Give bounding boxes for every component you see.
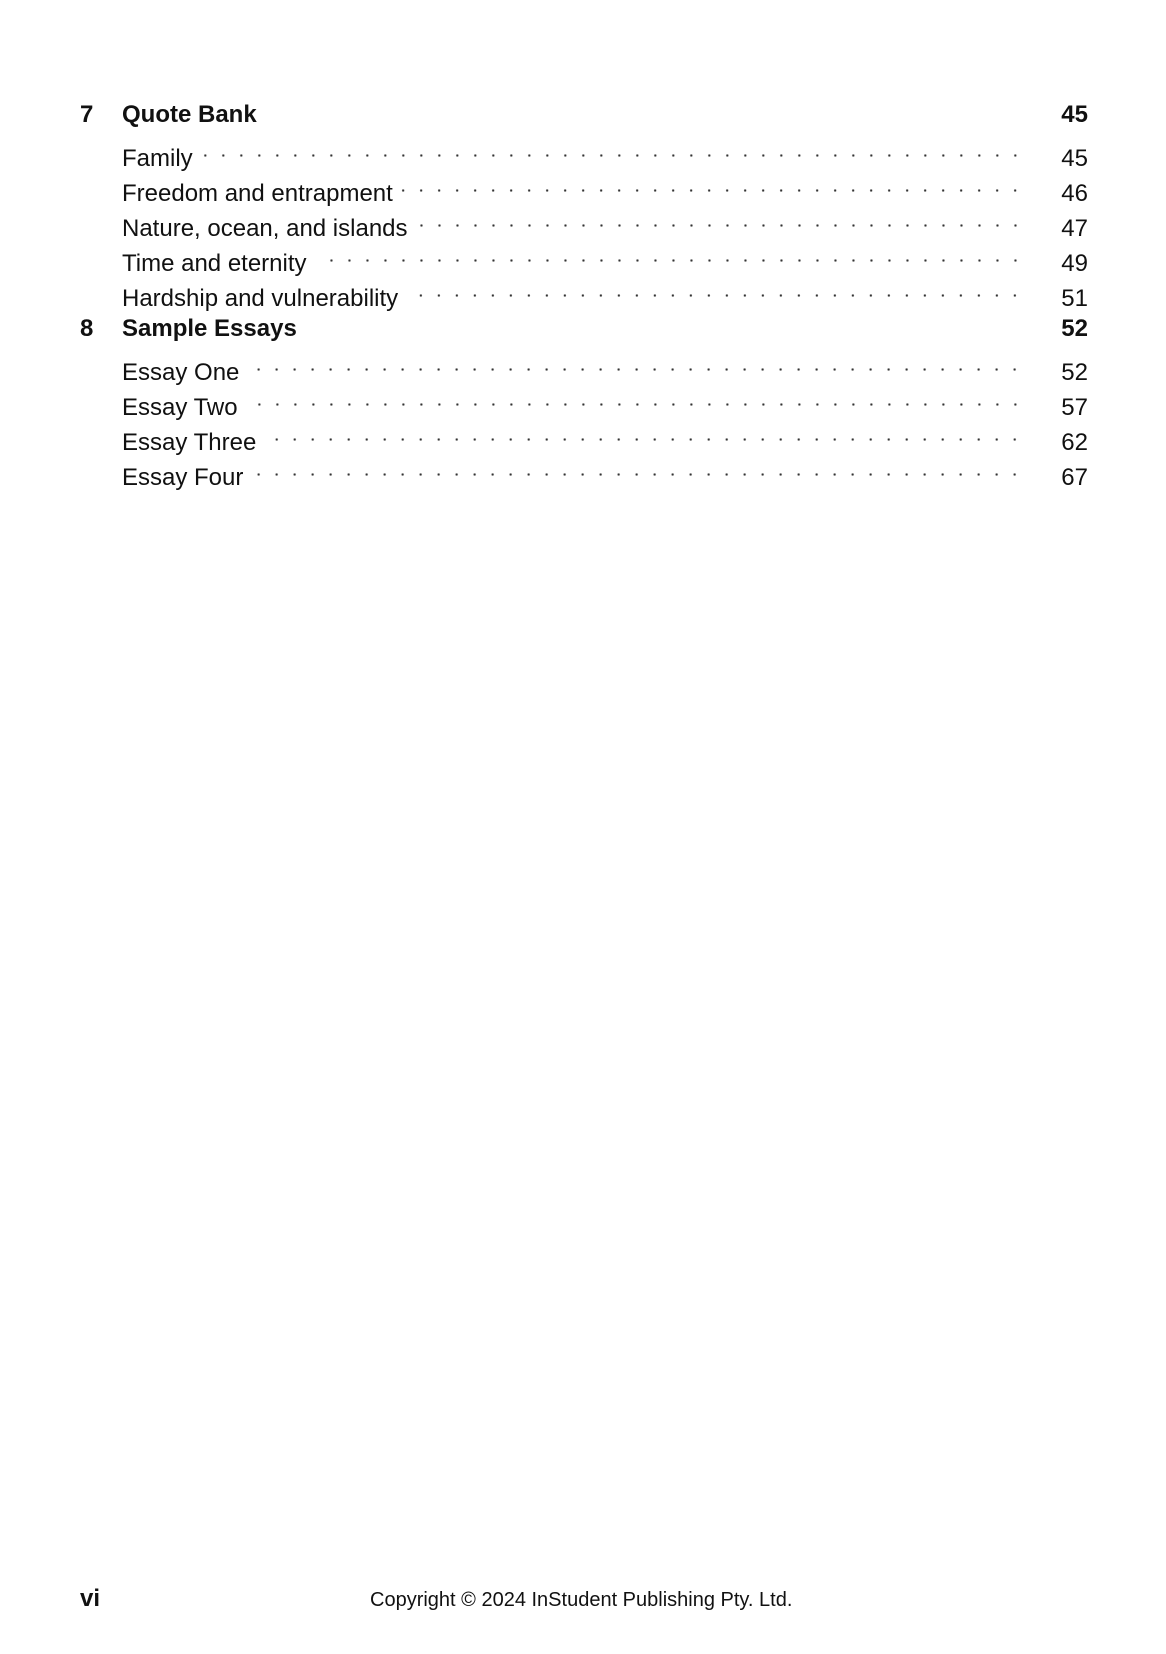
- chapter-page-number: 52: [1061, 315, 1088, 342]
- section-title: Essay Four: [122, 464, 244, 491]
- section-page-number: 47: [1061, 215, 1088, 242]
- dot-leader: [315, 236, 1024, 271]
- dot-leader: [401, 166, 1024, 201]
- dot-leader: [406, 271, 1024, 306]
- dot-leader: [247, 345, 1024, 380]
- toc-section-hardship-and-vulnerability[interactable]: [122, 271, 1088, 312]
- toc-section-essay-one[interactable]: [122, 345, 1088, 386]
- chapter-number: 8: [80, 315, 94, 342]
- section-title: Family: [122, 145, 193, 172]
- section-title: Nature, ocean, and islands: [122, 215, 408, 242]
- section-page-number: 62: [1061, 429, 1088, 456]
- dot-leader: [251, 450, 1024, 485]
- section-page-number: 51: [1061, 285, 1088, 312]
- toc-section-essay-two[interactable]: [122, 380, 1088, 421]
- footer-copyright: Copyright © 2024 InStudent Publishing Pty. Ltd.: [370, 1589, 793, 1611]
- section-page-number: 45: [1061, 145, 1088, 172]
- section-title: Hardship and vulnerability: [122, 285, 399, 312]
- section-page-number: 49: [1061, 250, 1088, 277]
- toc-section-time-and-eternity[interactable]: [122, 236, 1088, 277]
- section-page-number: 67: [1061, 464, 1088, 491]
- toc-section-freedom-and-entrapment[interactable]: [122, 166, 1088, 207]
- toc-section-essay-four[interactable]: [122, 450, 1088, 491]
- section-title: Essay Three: [122, 429, 257, 456]
- section-title: Freedom and entrapment: [122, 180, 393, 207]
- toc-section-family[interactable]: [122, 131, 1088, 172]
- toc-section-essay-three[interactable]: [122, 415, 1088, 456]
- footer-page-number: vi: [80, 1585, 101, 1612]
- toc-section-nature-ocean-islands[interactable]: [122, 201, 1088, 242]
- chapter-number: 7: [80, 101, 94, 128]
- section-page-number: 46: [1061, 180, 1088, 207]
- section-page-number: 52: [1061, 359, 1088, 386]
- chapter-title: Sample Essays: [122, 315, 297, 342]
- dot-leader: [264, 415, 1024, 450]
- section-title: Essay One: [122, 359, 240, 386]
- toc-chapter-8[interactable]: [80, 312, 1088, 345]
- section-title: Essay Two: [122, 394, 238, 421]
- dot-leader: [201, 131, 1024, 166]
- chapter-page-number: 45: [1061, 101, 1088, 128]
- section-page-number: 57: [1061, 394, 1088, 421]
- dot-leader: [246, 380, 1024, 415]
- section-title: Time and eternity: [122, 250, 307, 277]
- chapter-title: Quote Bank: [122, 101, 257, 128]
- toc-chapter-7[interactable]: [80, 98, 1088, 131]
- dot-leader: [416, 201, 1024, 236]
- table-of-contents: [80, 98, 1088, 491]
